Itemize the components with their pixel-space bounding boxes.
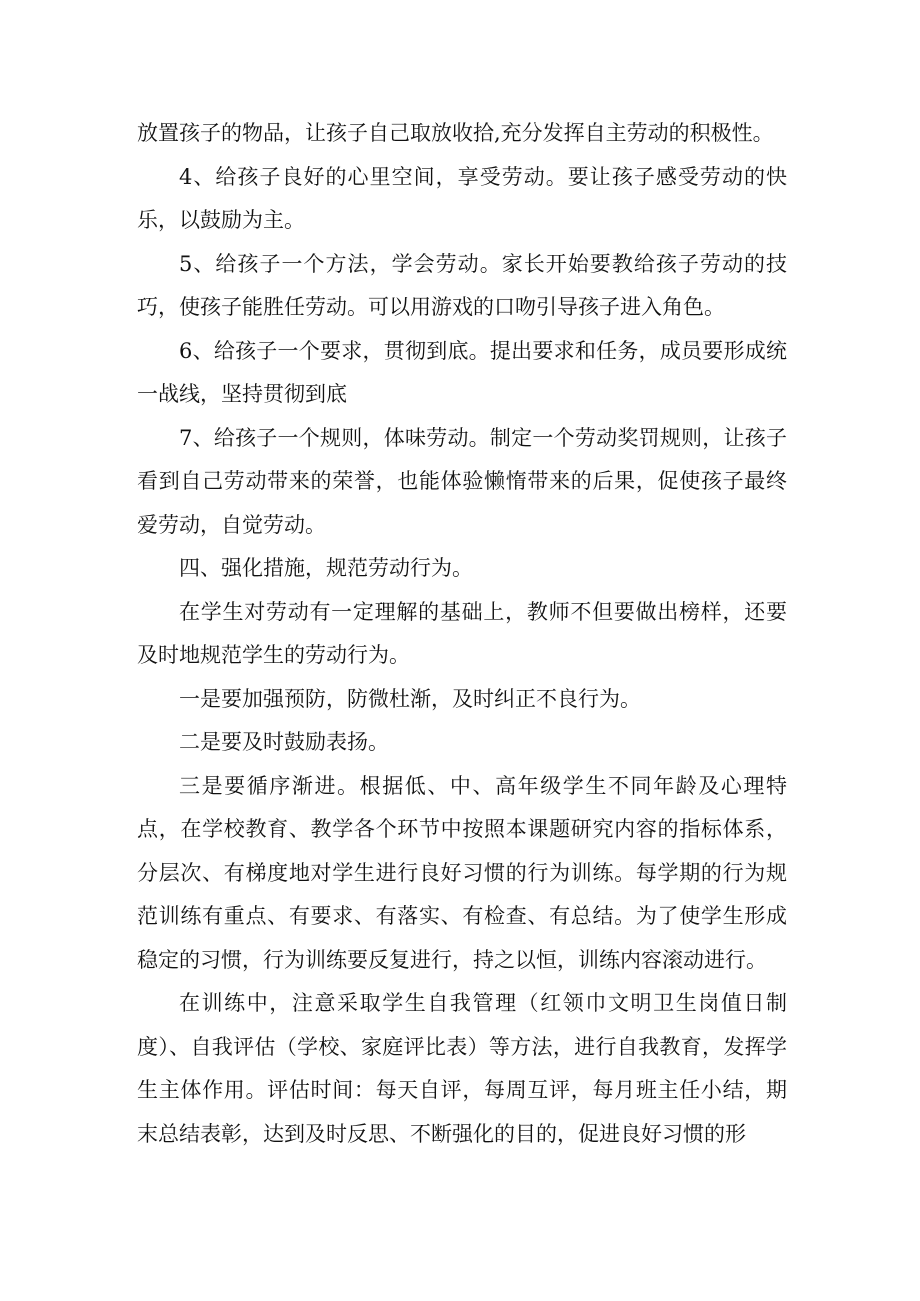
section-heading: 四、强化措施，规范劳动行为。 [179,556,473,580]
paragraph: 一是要加强预防，防微杜渐，及时纠正不良行为。 [179,686,641,711]
paragraph: 在学生对劳动有一定理解的基础上，教师不但要做出榜样，还要及时地规范学生的劳动行为。 [137,599,787,667]
paragraph: 放置孩子的物品，让孩子自己取放收拾,充分发挥自主劳动的积极性。 [137,121,774,145]
paragraph: 4、给孩子良好的心里空间，享受劳动。要让孩子感受劳动的快乐，以鼓励为主。 [137,164,787,232]
document-body [137,112,787,1156]
paragraph: 5、给孩子一个方法，学会劳动。家长开始要教给孩子劳动的技巧，使孩子能胜任劳动。可以用游戏的口吻引导孩子进入角色。 [137,251,787,319]
paragraph: 在训练中，注意采取学生自我管理（红领巾文明卫生岗值日制度）、自我评估（学校、家庭评比表）等方法，进行自我教育，发挥学生主体作用。评估时间：每天自评，每周互评，每月班主任小结，期末总结表彰，达到及时反思、不断强化的目的，促进良好习惯的形 [137,991,787,1146]
paragraph: 三是要循序渐进。根据低、中、高年级学生不同年龄及心理特点，在学校教育、教学各个环节中按照本课题研究内容的指标体系，分层次、有梯度地对学生进行良好习惯的行为训练。每学期的行为规范训练有重点、有要求、有落实、有检查、有总结。为了使学生形成稳定的习惯，行为训练要反复进行，持之以恒，训练内容滚动进行。 [137,773,787,972]
paragraph: 7、给孩子一个规则，体味劳动。制定一个劳动奖罚规则，让孩子看到自己劳动带来的荣誉，也能体验懒惰带来的后果，促使孩子最终爱劳动，自觉劳动。 [137,425,787,537]
paragraph: 二是要及时鼓励表扬。 [179,730,389,754]
paragraph: 6、给孩子一个要求，贯彻到底。提出要求和任务，成员要形成统一战线，坚持贯彻到底 [137,338,787,406]
